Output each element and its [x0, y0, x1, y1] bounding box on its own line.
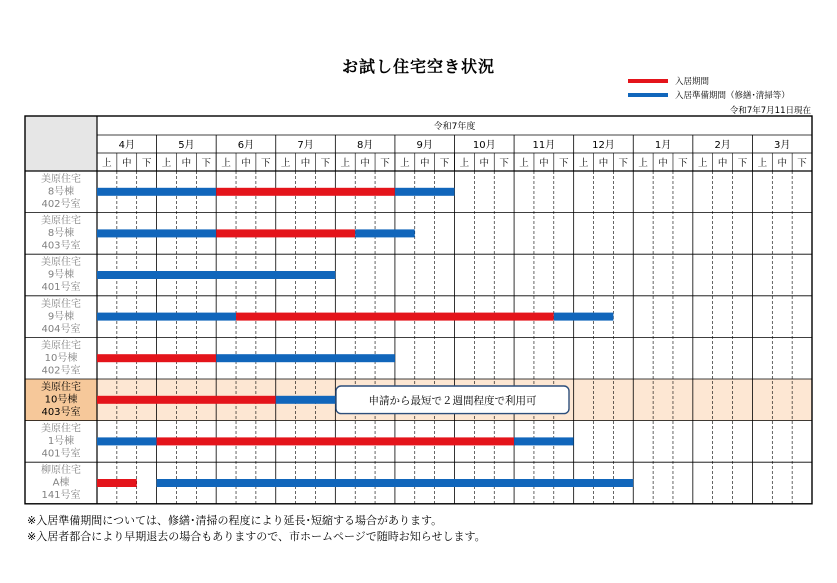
row-label: 402号室: [41, 199, 81, 210]
row-label: 美原住宅: [41, 298, 81, 310]
subperiod-label: 上: [698, 158, 708, 169]
month-label: 11月: [532, 140, 556, 151]
header-corner: [25, 116, 97, 171]
availability-note: 申請から最短で２週間程度で利用可: [368, 394, 537, 407]
row-label: A棟: [52, 477, 70, 489]
as-of-date: 令和7年7月11日現在: [729, 106, 811, 116]
bar-preparation: [395, 188, 455, 196]
subperiod-label: 上: [578, 158, 589, 169]
month-label: 12月: [592, 140, 615, 151]
row-label: 美原住宅: [41, 382, 81, 393]
row-label: 9号棟: [47, 269, 75, 281]
subperiod-label: 中: [598, 158, 609, 169]
subperiod-label: 中: [122, 158, 132, 169]
bar-preparation: [97, 437, 157, 445]
subperiod-label: 中: [181, 158, 192, 169]
month-label: 2月: [714, 140, 731, 151]
subperiod-label: 中: [539, 158, 549, 169]
month-label: 9月: [416, 140, 433, 151]
subperiod-label: 上: [400, 158, 410, 169]
row-label: 美原住宅: [41, 340, 81, 352]
subperiod-label: 下: [558, 158, 569, 169]
subperiod-label: 下: [678, 158, 688, 169]
subperiod-label: 下: [499, 158, 509, 169]
subperiod-label: 中: [658, 158, 668, 169]
row-label: 美原住宅: [41, 215, 81, 227]
subperiod-label: 中: [479, 158, 490, 169]
row-label: 401号室: [41, 448, 81, 460]
subperiod-label: 下: [439, 158, 450, 169]
row-label: 403号室: [41, 240, 81, 252]
bar-preparation: [97, 271, 335, 279]
row-label: 美原住宅: [41, 174, 81, 185]
subperiod-label: 上: [459, 158, 470, 169]
bar-preparation: [355, 229, 415, 237]
subperiod-label: 上: [340, 158, 351, 169]
subperiod-label: 下: [797, 158, 807, 169]
row-label: 柳原住宅: [41, 465, 81, 477]
bar-occupied: [236, 313, 554, 321]
subperiod-label: 上: [221, 158, 231, 169]
row-label: 10号棟: [44, 352, 78, 364]
legend-label-preparation: 入居準備期間（修繕･清掃等）: [675, 91, 790, 101]
row-label: 1号棟: [47, 436, 75, 448]
subperiod-label: 中: [419, 158, 430, 169]
page-title: お試し住宅空き状況: [341, 57, 495, 76]
subperiod-label: 中: [300, 158, 311, 169]
subperiod-label: 中: [777, 158, 787, 169]
footnote-1: ※入居準備期間については、修繕･清掃の程度により延長･短縮する場合があります。: [27, 514, 443, 527]
row-label: 404号室: [41, 323, 81, 335]
month-label: 7月: [297, 140, 314, 151]
bar-preparation: [97, 188, 216, 196]
subperiod-label: 上: [280, 158, 291, 169]
bar-occupied: [97, 354, 216, 362]
subperiod-label: 下: [201, 158, 211, 169]
row-label: 402号室: [41, 365, 81, 377]
bar-preparation: [216, 354, 395, 362]
bar-preparation: [276, 396, 336, 404]
row-label: 8号棟: [47, 228, 75, 240]
row-label: 401号室: [41, 282, 81, 294]
subperiod-label: 上: [519, 158, 529, 169]
subperiod-label: 下: [618, 158, 629, 169]
subperiod-label: 上: [102, 158, 112, 169]
bar-preparation: [554, 313, 614, 321]
row-label: 141号室: [41, 490, 81, 502]
bar-preparation: [157, 479, 634, 487]
row-label: 美原住宅: [41, 423, 81, 435]
bar-occupied: [216, 188, 395, 196]
subperiod-label: 下: [737, 158, 748, 169]
bar-preparation: [97, 229, 216, 237]
subperiod-label: 中: [717, 158, 728, 169]
month-label: 5月: [178, 140, 195, 151]
row-label: 10号棟: [44, 394, 78, 406]
bar-preparation: [514, 437, 574, 445]
month-label: 6月: [237, 140, 255, 151]
subperiod-label: 上: [161, 158, 172, 169]
bar-occupied: [97, 479, 137, 487]
bar-occupied: [216, 229, 355, 237]
month-label: 10月: [472, 140, 496, 151]
subperiod-label: 下: [320, 158, 331, 169]
bar-occupied: [157, 437, 515, 445]
row-label: 美原住宅: [41, 257, 81, 269]
month-label: 8月: [356, 140, 374, 151]
subperiod-label: 下: [141, 158, 152, 169]
subperiod-label: 下: [380, 158, 390, 169]
row-label: 8号棟: [47, 186, 75, 198]
subperiod-label: 下: [261, 158, 271, 169]
bar-occupied: [97, 396, 276, 404]
legend-label-occupied: 入居期間: [675, 77, 710, 87]
subperiod-label: 上: [638, 158, 648, 169]
subperiod-label: 中: [241, 158, 251, 169]
month-label: 1月: [654, 140, 672, 151]
year-label: 令和7年度: [433, 122, 476, 132]
row-label: 9号棟: [47, 311, 75, 323]
subperiod-label: 上: [757, 158, 768, 169]
footnote-2: ※入居者都合により早期退去の場合もありますので、市ホームページで随時お知らせします。: [27, 530, 486, 543]
month-label: 3月: [774, 140, 791, 151]
bar-preparation: [97, 313, 236, 321]
chart-border: [25, 116, 812, 504]
month-label: 4月: [118, 140, 135, 151]
row-label: 403号室: [41, 407, 81, 418]
subperiod-label: 中: [360, 158, 370, 169]
